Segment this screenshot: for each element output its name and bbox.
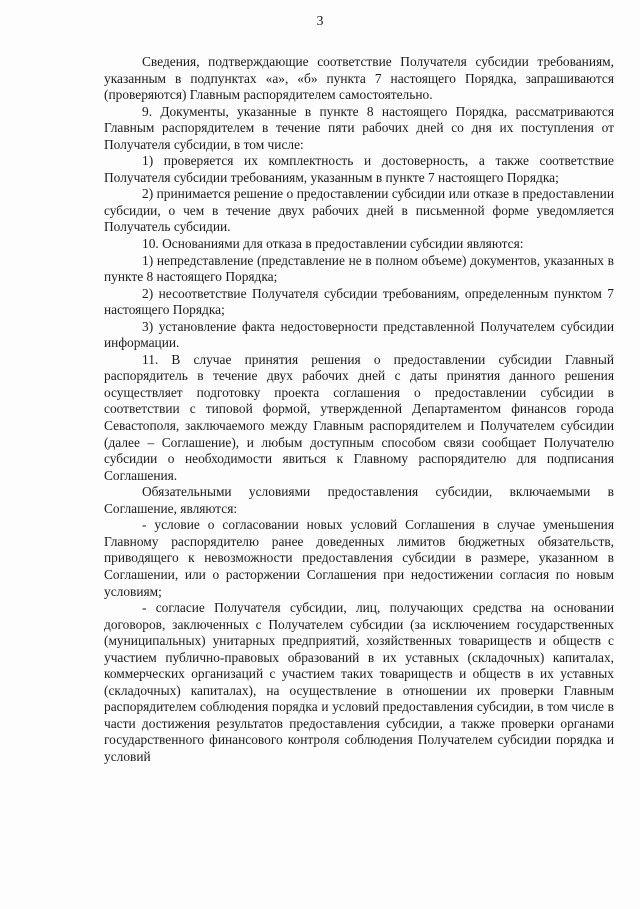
page-number: 3 bbox=[316, 14, 324, 29]
paragraph: 9. Документы, указанные в пункте 8 настоящего Порядка, рассматриваются Главным распорядителем в течение пяти рабочих дней со дня их поступления от Получателя субсидии, в том числе: bbox=[104, 103, 614, 152]
paragraph: 3) установление факта недостоверности представленной Получателем субсидии информации. bbox=[104, 318, 614, 351]
paragraph: 1) непредставление (представление не в полном объеме) документов, указанных в пункте 8 настоящего Порядка; bbox=[104, 252, 614, 285]
paragraph: 11. В случае принятия решения о предоставлении субсидии Главный распорядитель в течение двух рабочих дней с даты принятия данного решения осуществляет подготовку проекта соглашения о предоставлении субсидии в соответствии с типовой формой, утвержденной Департаментом финансов города Севастополя, заключаемого между Главным распорядителем и Получателем субсидии (далее – Соглашение), и любым доступным способом связи сообщает Получателю субсидии о необходимости явиться к Главному распорядителю для подписания Соглашения. bbox=[104, 351, 614, 483]
document-body bbox=[104, 54, 614, 766]
paragraph: Сведения, подтверждающие соответствие Получателя субсидии требованиям, указанным в подпунктах «а», «б» пункта 7 настоящего Порядка, запрашиваются (проверяются) Главным распорядителем самостоятельно. bbox=[104, 54, 614, 103]
paragraph: - согласие Получателя субсидии, лиц, получающих средства на основании договоров, заключенных с Получателем субсидии (за исключением государственных (муниципальных) унитарных предприятий, хозяйственных товариществ и обществ с участием публично-правовых образований в их уставных (складочных) капиталах, коммерческих организаций с участием таких товариществ и обществ в их уставных (складочных) капиталах), на осуществление в отношении их проверки Главным распорядителем соблюдения порядка и условий предоставления субсидии, в том числе в части достижения результатов предоставления субсидии, а также проверки органами государственного финансового контроля соблюдения Получателем субсидии порядка и условий bbox=[104, 600, 614, 764]
paragraph: 10. Основаниями для отказа в предоставлении субсидии являются: bbox=[142, 236, 524, 252]
paragraph: Обязательными условиями предоставления субсидии, включаемыми в Соглашение, являются: bbox=[104, 484, 614, 516]
paragraph: 1) проверяется их комплектность и достоверность, а также соответствие Получателя субсидии требованиям, указанным в пункте 7 настоящего Порядка; bbox=[104, 153, 614, 185]
paragraph: 2) принимается решение о предоставлении субсидии или отказе в предоставлении субсидии, о чем в течение двух рабочих дней в письменной форме уведомляется Получатель субсидии. bbox=[104, 186, 614, 235]
paragraph: - условие о согласовании новых условий Соглашения в случае уменьшения Главному распорядителю ранее доведенных лимитов бюджетных обязательств, приводящего к невозможности предоставления субсидии в размере, указанном в Соглашении, или о расторжении Соглашения при недостижении согласия по новым условиям; bbox=[104, 517, 614, 599]
paragraph: 2) несоответствие Получателя субсидии требованиям, определенным пунктом 7 настоящего Порядка; bbox=[104, 285, 614, 318]
